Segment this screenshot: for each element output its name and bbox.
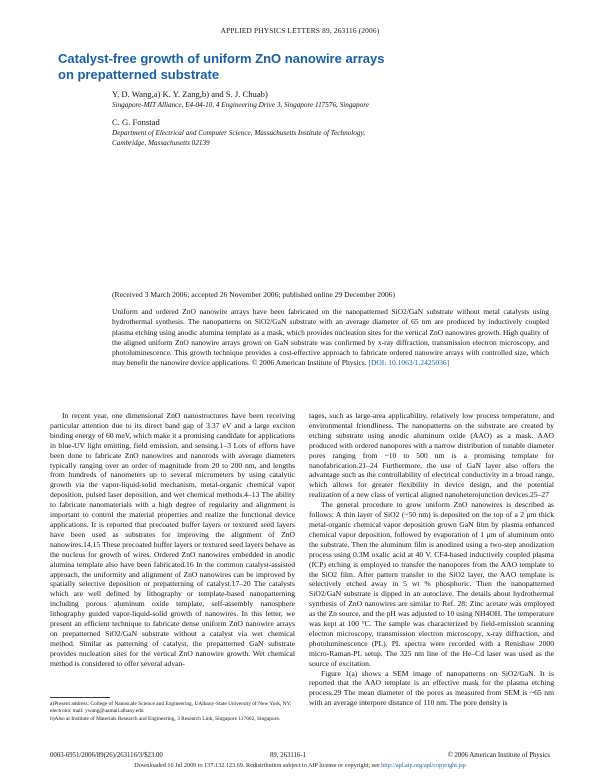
body-column-right: [309, 411, 554, 708]
footer-copyright: © 2006 American Institute of Physics: [447, 752, 550, 759]
abstract: [112, 307, 549, 369]
body-column-left: [50, 411, 295, 669]
title-line-2: on prepatterned substrate: [58, 67, 220, 82]
download-notice: [0, 762, 600, 769]
paragraph: The general procedure to grow uniform ZnO nanowires is described as follows: A thin layer of SiO2 (~50 nm) is deposited on the top of a 2 μm thick metal-organic chemical vapor deposition grown GaN film by plasma enhanced chemical vapor deposition, followed by evaporation of 1 μm of aluminum onto the substrate. Then the aluminum film is anodized using a two-step anodization process using 0.3M oxalic acid at 40 V. CF4-based inductively coupled plasma (ICP) etching is employed to transfer the nanopores from the AAO template to the SiO2 film. After pattern transfer to the SiO2 layer, the AAO template is selectively etched away in 5 wt % phosphoric. Then the nanopatterned SiO2/GaN substrate is dipped in an autoclave. The details about hydrothermal synthesis of ZnO nanowires are similar to Ref. 28: Zinc acetate was employed as the Zn source, and the pH was adjusted to 10 using NH4OH. The temperature was kept at 100 °C. The sample was characterized by field-emission scanning electron microscopy, transmission electron microscopy, x-ray diffraction, and photoluminescence (PL). PL spectra were recorded with a Renishaw 2000 micro-Raman-PL setup. The 325 nm line of the He–Cd laser was used as the source of excitation.: [309, 500, 554, 668]
footnote-divider: [50, 697, 110, 698]
abstract-text: Uniform and ordered ZnO nanowire arrays have been fabricated on the nanopatterned SiO2/GaN substrate without metal catalysts using hydrothermal synthesis. The nanopatterns on SiO2/GaN substrate with an average diameter of 65 nm are produced by inductively coupled plasma etching using anodic alumina template as a mask, which provides nucleation sites for the vertical ZnO nanowires growth. High quality of the aligned uniform ZnO nanowire arrays grown on GaN substrate was confirmed by x-ray diffraction, transmission electron microscopy, and photoluminescence. This growth technique provides a cost-effective approach to fabricate ordered nanowire arrays with controlled size, which may benefit the nanowire device applications. © 2006 American Institute of Physics.: [112, 307, 549, 368]
affiliation-2-line-2: Cambridge, Massachusetts 02139: [112, 138, 210, 147]
affiliation-1: Singapore-MIT Alliance, E4-04-10, 4 Engineering Drive 3, Singapore 117576, Singapore: [112, 101, 369, 109]
paragraph: In recent year, one dimensional ZnO nanostructures have been receiving particular attention due to its direct band gap of 3.37 eV and a large exciton binding energy of 60 meV, which make it a promising candidate for applications in blue-UV light emitting, field emission, and sensing.1–3 Lots of efforts have been done to fabricate ZnO nanowires and nanorods with average diameters typically ranging over an order of magnitude from 20 to 200 nm, and lengths from hundreds of nanometers up to several micrometers by using catalytic growth via the vapor-liquid-solid mechanism, metal-organic chemical vapor deposition, pulsed laser deposition, and wet chemical methods.4–13 The ability to fabricate nanomaterials with a high degree of regularity and alignment is important to control the material properties and realize the functional device applications. It is reported that precoated buffer layers or textured seed layers have been used as substrates for improving the alignment of ZnO nanowires.14,15 These precoated buffer layers or textured seed layers behave as the nucleus for growth of wires. Ordered ZnO nanowires embedded in anodic alumina template also have been fabricated.16 In the common catalyst-assisted approach, the uniformity and alignment of ZnO nanowires can be improved by spatially selective deposition or prepatterning of catalyst.17–20 The catalysts which are well defined by lithography or template-based nanopatterning including porous aluminum oxide template, self-assembly nanosphere lithography guided vapor-liquid-solid growth of nanowires. In this letter, we present an efficient technique to fabricate dense uniform ZnO nanowire arrays on prepatterned SiO2/GaN substrate without a catalyst via wet chemical method. Similar as patterning of catalyst, the prepatterned GaN substrate provides nucleation sites for the vertical ZnO nanowire growth. Wet chemical method is considered to offer several advan-: [50, 411, 295, 668]
title-line-1: Catalyst-free growth of uniform ZnO nanowire arrays: [58, 51, 385, 66]
affiliation-2: [112, 129, 542, 148]
paragraph: Figure 1(a) shows a SEM image of nanopatterns on SiO2/GaN. It is reported that the AAO template is an effective mask for the plasma etching process.29 The mean diameter of the pores as measured from SEM is ~65 nm with an average interpore distance of 110 nm. The pore density is: [309, 668, 554, 708]
running-head: APPLIED PHYSICS LETTERS 89, 263116 (2006): [220, 26, 380, 35]
doi-link[interactable]: [DOI: 10.1063/1.2425036]: [368, 358, 450, 368]
received-dates: (Received 3 March 2006; accepted 26 November 2006; published online 29 December 2006): [112, 290, 395, 299]
download-text: Downloaded 16 Jul 2009 to 137.132.123.69. Redistribution subject to AIP license or copyright; see: [134, 762, 380, 769]
author-list-1: Y. D. Wang,a) K. Y. Zang,b) and S. J. Chuab): [112, 89, 268, 99]
copyright-link[interactable]: http://apl.aip.org/apl/copyright.jsp: [381, 762, 466, 769]
affiliation-2-line-1: Department of Electrical and Computer Science, Massachusetts Institute of Technology,: [112, 129, 366, 137]
footer-issn: 0003-6951/2006/89(26)/263116/3/$23.00: [50, 752, 163, 759]
footnote-b: b)Also at Institute of Materials Research and Engineering, 3 Research Link, Singapore 117602, Singapore.: [50, 716, 281, 722]
footnotes: [50, 701, 295, 724]
footnote-a: a)Present address: College of Nanoscale Science and Engineering, UAlbany-State University of New York, NY; electronic mail: ywang@uamail.albany.edu: [50, 701, 292, 714]
author-list-2: C. G. Fonstad: [112, 117, 160, 127]
paragraph: tages, such as large-area applicability, relatively low process temperature, and environmental friendliness. The nanopatterns on the substrate are created by etching substrate using anodic aluminum oxide (AAO) as a mask. AAO produced with ordered nanopores with a narrow distribution of tunable diameter pores ranging from ~10 to 500 nm is a promising template for nanofabrication.21–24 Furthermore, the use of GaN layer also offers the advantage such as the controllability of electrical conductivity in a broad range, which allows for greater flexibility in device design, and the potential realization of a new class of vertical aligned nanoheterojunction devices.25–27: [309, 411, 554, 500]
article-title: [58, 51, 478, 83]
footer-page-number: 89, 263116-1: [270, 752, 306, 759]
